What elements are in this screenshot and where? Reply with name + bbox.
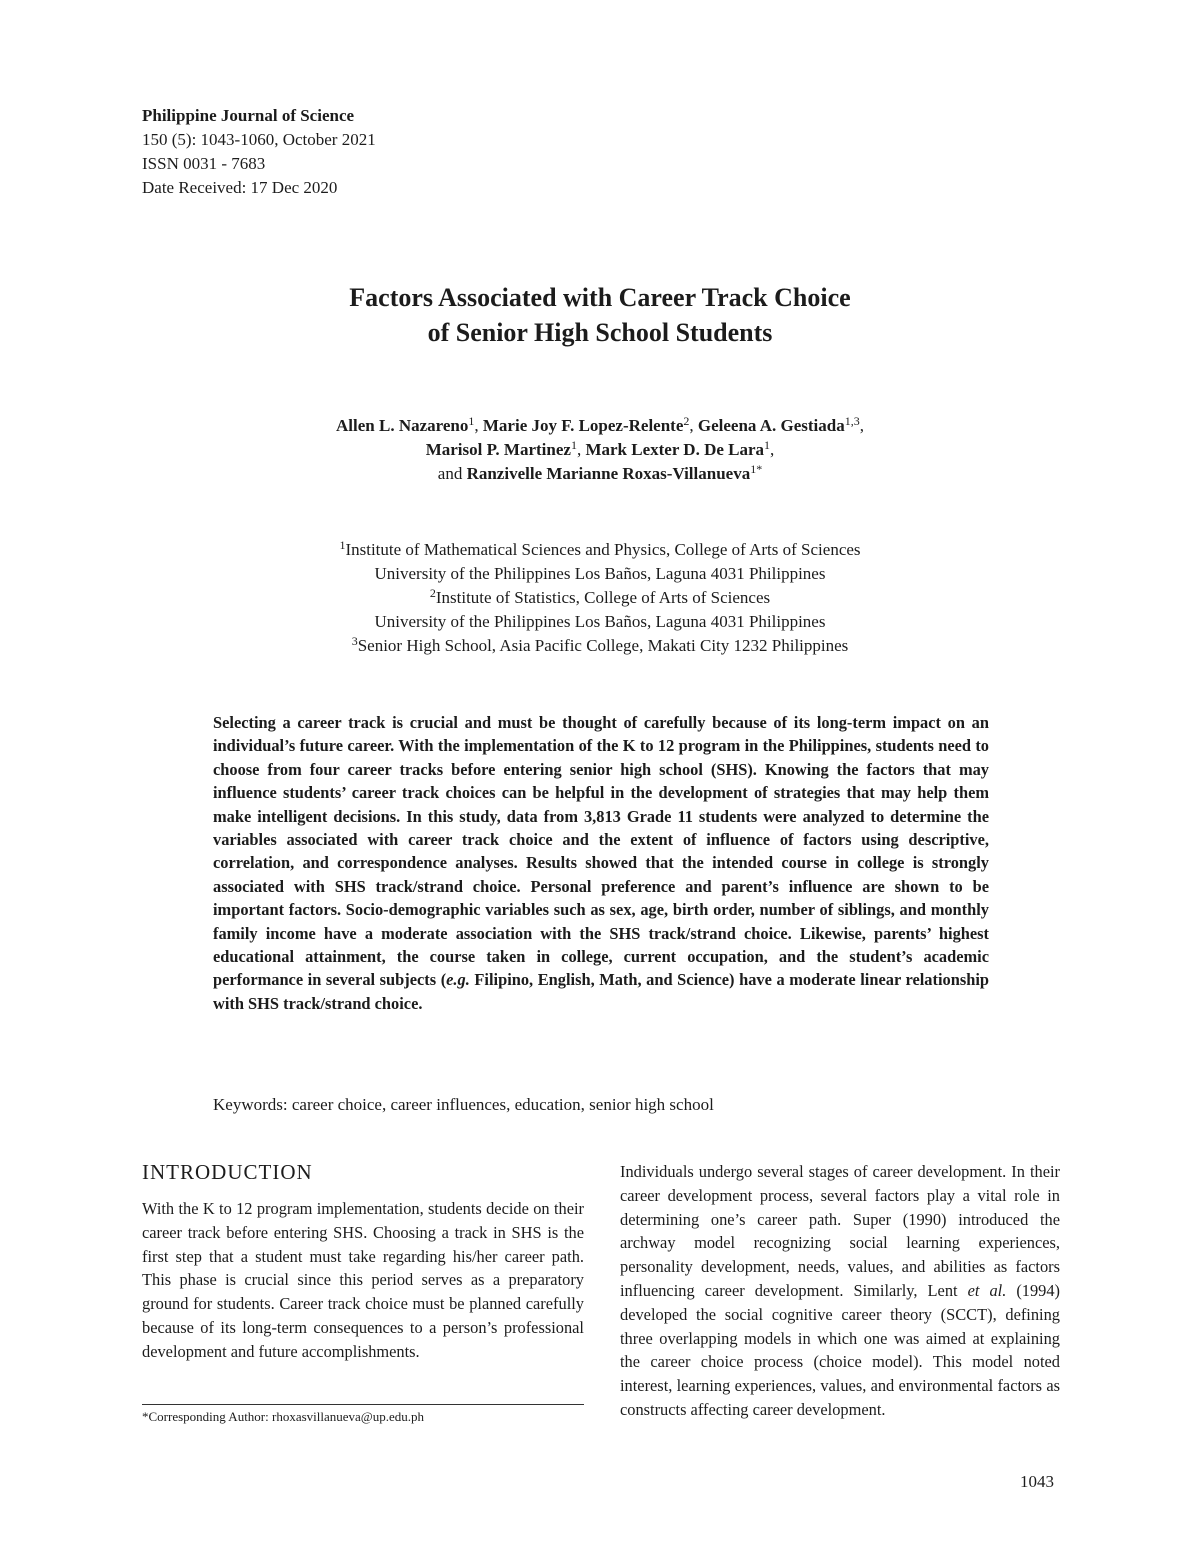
author-name: Allen L. Nazareno <box>336 416 469 435</box>
author-conjunction: and <box>437 464 463 483</box>
author-affiliation-mark: 2 <box>683 414 690 428</box>
footnote-divider <box>142 1404 584 1405</box>
et-al: et al. <box>967 1280 1007 1300</box>
affiliation-line: Institute of Mathematical Sciences and Physics, College of Arts of Sciences <box>345 540 861 559</box>
author-affiliation-mark: 1* <box>750 462 763 476</box>
author-list: Allen L. Nazareno$^1$, Marie Joy F. Lopez-Relente$^2$, Geleena A. Gestiada$^{1,3}$, Marisol P. Martinez$^1$, Mark Lexter D. De Lara$^1$, and Ranzivelle Marianne Roxas-Villanueva$^{1*}$ <box>336 414 864 483</box>
paper-title <box>150 280 1050 350</box>
paragraph-text-end: (1994) developed the social cognitive career theory (SCCT), defining three overlapping models in which one was aimed at explaining the career choice process (choice model). This model noted interest, learning experiences, values, and environmental factors as constructs affecting career development. <box>620 1280 1061 1419</box>
journal-header <box>142 104 376 200</box>
journal-issn: ISSN 0031 - 7683 <box>142 154 266 173</box>
page-number: 1043 <box>1020 1472 1054 1491</box>
affiliation-mark: 3 <box>351 634 358 648</box>
affiliation-mark: 2 <box>429 586 436 600</box>
author-name: Marie Joy F. Lopez-Relente <box>482 416 684 435</box>
author-name: Geleena A. Gestiada <box>697 416 845 435</box>
affiliation-line: Institute of Statistics, College of Arts of Sciences <box>435 588 771 607</box>
keywords: Keywords: career choice, career influences, education, senior high school <box>213 1095 714 1114</box>
author-affiliation-mark: 1 <box>764 438 771 452</box>
journal-name: Philippine Journal of Science <box>142 106 355 125</box>
affiliation-line: Senior High School, Asia Pacific College, Makati City 1232 Philippines <box>357 636 849 655</box>
abstract-text-end: Filipino, English, Math, and Science) have a moderate linear relationship with SHS track/strand choice. <box>213 970 989 1013</box>
affiliation-mark: 1 <box>339 538 346 552</box>
introduction-paragraph-left: With the K to 12 program implementation, students decide on their career track before entering SHS. Choosing a track in SHS is the first step that a student must take regarding his/her career path. This phase is crucial since this period serves as a preparatory ground for students. Career track choice must be planned carefully because of its long-term consequences to a person’s professional development and future accomplishments. <box>142 1199 584 1361</box>
corresponding-author-footnote: *Corresponding Author: rhoxasvillanueva@up.edu.ph <box>142 1409 425 1424</box>
introduction-paragraph-right <box>620 1160 1060 1422</box>
author-affiliation-mark: 1 <box>570 438 577 452</box>
affiliation-line: University of the Philippines Los Baños, Laguna 4031 Philippines <box>374 564 826 583</box>
corresponding-author-name: Ranzivelle Marianne Roxas-Villanueva <box>466 464 751 483</box>
author-name: Mark Lexter D. De Lara <box>585 440 765 459</box>
abstract-text: Selecting a career track is crucial and must be thought of carefully because of its long-term impact on an individual’s future career. With the implementation of the K to 12 program in the Philippines, students need to choose from four career tracks before entering senior high school (SHS). Knowing the factors that may influence students’ career track choices can be helpful in the development of strategies that may help them make intelligent decisions. In this study, data from 3,813 Grade 11 students were analyzed to determine the variables associated with career track choice and the extent of influence of factors using descriptive, correlation, and correspondence analyses. Results showed that the intended course in college is strongly associated with SHS track/strand choice. Personal preference and parent’s influence are shown to be important factors. Socio-demographic variables such as sex, age, birth order, number of siblings, and monthly family income have a moderate association with the SHS track/strand choice. Likewise, parents’ highest educational attainment, the course taken in college, current occupation, and the student’s academic performance in several subjects ( <box>213 713 989 990</box>
title-line-2: of Senior High School Students <box>427 318 773 347</box>
paragraph-text: Individuals undergo several stages of career development. In their career development process, several factors play a vital role in determining one’s career path. Super (1990) introduced the archway model recognizing social learning experiences, personality development, needs, values, and abilities as factors influencing career development. Similarly, Lent <box>620 1162 1060 1300</box>
abstract <box>213 711 989 1015</box>
date-received: Date Received: 17 Dec 2020 <box>142 178 338 197</box>
author-affiliation-mark: 1 <box>468 414 475 428</box>
affiliations <box>150 538 1050 658</box>
author-affiliation-mark: 1,3 <box>844 414 860 428</box>
affiliation-line: University of the Philippines Los Baños, Laguna 4031 Philippines <box>374 612 826 631</box>
author-name: Marisol P. Martinez <box>425 440 571 459</box>
title-line-1: Factors Associated with Career Track Choice <box>349 283 851 312</box>
journal-volume: 150 (5): 1043-1060, October 2021 <box>142 130 376 149</box>
section-heading-introduction: INTRODUCTION <box>142 1160 313 1184</box>
abstract-eg: e.g. <box>446 970 470 990</box>
